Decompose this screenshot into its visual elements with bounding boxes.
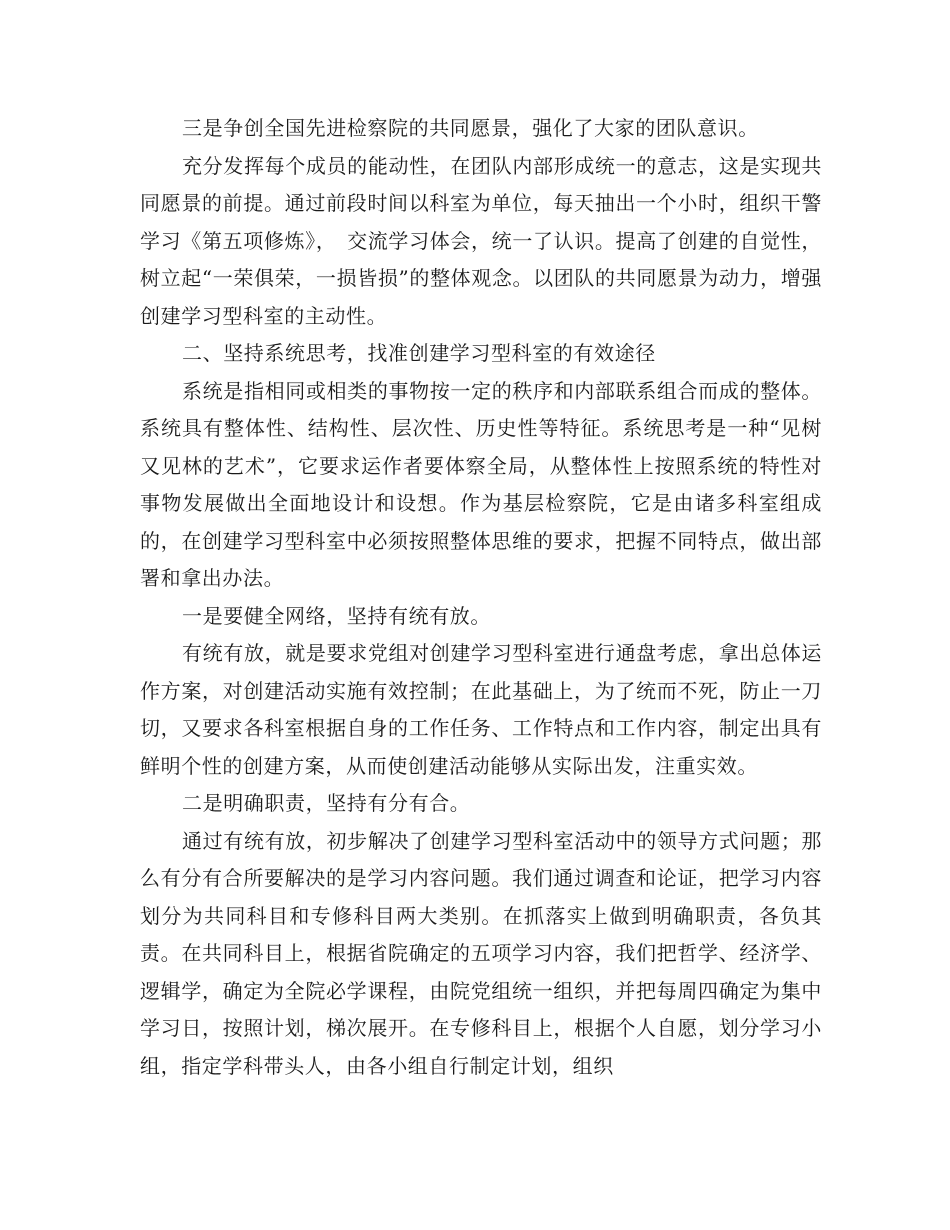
- section-heading-systems-thinking: 二、坚持系统思考，找准创建学习型科室的有效途径: [182, 341, 656, 365]
- paragraph-learning-content: 通过有统有放，初步解决了创建学习型科室活动中的领导方式问题；那么有分有合所要解决的是学习内容问题。我们通过调查和论证，把学习内容划分为共同科目和专修科目两大类别。在抓落实上做到明确职责，各负其责。在共同科目上，根据省院确定的五项学习内容，我们把哲学、经济学、逻辑学，确定为全院必学课程，由院党组统一组织，并把每周四确定为集中学习日，按照计划，梯次展开。在专修科目上，根据个人自愿，划分学习小组，指定学科带头人，由各小组自行制定计划，组织: [140, 828, 822, 1078]
- subheading-responsibilities: 二是明确职责，坚持有分有合。: [182, 791, 471, 815]
- paragraph-unified-control: 有统有放，就是要求党组对创建学习型科室进行通盘考虑，拿出总体运作方案，对创建活动实施有效控制；在此基础上，为了统而不死，防止一刀切，又要求各科室根据自身的工作任务、工作特点和工作内容，制定出具有鲜明个性的创建方案，从而使创建活动能够从实际出发，注重实效。: [140, 641, 822, 778]
- document-body: [140, 110, 822, 1085]
- paragraph-goal-vision: 三是争创全国先进检察院的共同愿景，强化了大家的团队意识。: [182, 116, 759, 140]
- subheading-network: 一是要健全网络，坚持有统有放。: [182, 603, 491, 628]
- paragraph-team-initiative: 充分发挥每个成员的能动性，在团队内部形成统一的意志，这是实现共同愿景的前提。通过前段时间以科室为单位，每天抽出一个小时，组织干警学习《第五项修炼》， 交流学习体会，统一了认识。提高了创建的自觉性，树立起“一荣俱荣，一损皆损”的整体观念。以团队的共同愿景为动力，增强创建学习型科室的主动性。: [140, 153, 822, 328]
- paragraph-system-definition: 系统是指相同或相类的事物按一定的秩序和内部联系组合而成的整体。系统具有整体性、结构性、层次性、历史性等特征。系统思考是一种“见树又见林的艺术”，它要求运作者要体察全局，从整体性上按照系统的特性对事物发展做出全面地设计和设想。作为基层检察院，它是由诸多科室组成的，在创建学习型科室中必须按照整体思维的要求，把握不同特点，做出部署和拿出办法。: [140, 378, 822, 590]
